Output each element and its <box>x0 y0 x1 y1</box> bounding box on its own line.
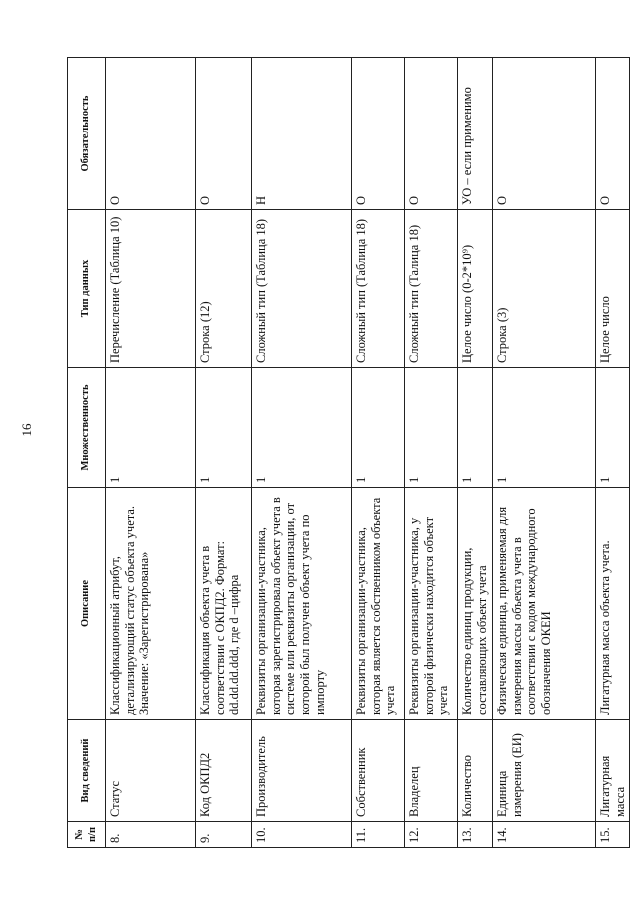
cell-data-type: Строка (3) <box>493 210 596 368</box>
cell-required: О <box>106 58 196 210</box>
cell-num: 11. <box>352 822 405 848</box>
cell-data-type: Перечисление (Таблица 10) <box>106 210 196 368</box>
cell-description: Реквизиты организации-участника, которая является собственником объекта учета <box>352 488 405 720</box>
cell-multiplicity: 1 <box>596 368 630 488</box>
cell-required: О <box>196 58 252 210</box>
header-kind: Вид сведений <box>68 720 106 822</box>
cell-num: 8. <box>106 822 196 848</box>
cell-kind: Код ОКПД2 <box>196 720 252 822</box>
table-row <box>252 58 352 848</box>
cell-num: 14. <box>493 822 596 848</box>
cell-multiplicity: 1 <box>252 368 352 488</box>
cell-data-type: Целое число (0-2*10⁹) <box>458 210 493 368</box>
cell-description: Физическая единица, применяемая для измерения массы объекта учета в соответствии с кодом международного обозначения ОКЕИ <box>493 488 596 720</box>
table-row <box>405 58 458 848</box>
cell-required: О <box>493 58 596 210</box>
cell-description: Количество единиц продукции, составляющих объект учета <box>458 488 493 720</box>
header-description: Описание <box>68 488 106 720</box>
header-data-type: Тип данных <box>68 210 106 368</box>
cell-description: Реквизиты организации-участника, у которой физически находится объект учета <box>405 488 458 720</box>
table-row <box>596 58 630 848</box>
rotated-table-container <box>67 58 627 848</box>
cell-data-type: Сложный тип (Талица 18) <box>405 210 458 368</box>
cell-kind: Производитель <box>252 720 352 822</box>
table-row <box>493 58 596 848</box>
cell-num: 10. <box>252 822 352 848</box>
page-number: 16 <box>19 423 34 437</box>
cell-description: Классификация объекта учета в соответствии с ОКПД2. Формат: dd.dd.dd.ddd, где d –цифра <box>196 488 252 720</box>
header-num: № п/п <box>68 822 106 848</box>
cell-kind: Количество <box>458 720 493 822</box>
table-row <box>458 58 493 848</box>
table-header-row <box>68 58 106 848</box>
cell-kind: Лигатурная масса <box>596 720 630 822</box>
cell-num: 15. <box>596 822 630 848</box>
cell-description: Лигатурная масса объекта учета. <box>596 488 630 720</box>
cell-kind: Единица измерения (ЕИ) <box>493 720 596 822</box>
attributes-table <box>67 57 630 848</box>
table-row <box>352 58 405 848</box>
cell-num: 13. <box>458 822 493 848</box>
table-row <box>196 58 252 848</box>
cell-multiplicity: 1 <box>352 368 405 488</box>
cell-required: О <box>405 58 458 210</box>
cell-multiplicity: 1 <box>405 368 458 488</box>
header-multiplicity: Множественность <box>68 368 106 488</box>
cell-multiplicity: 1 <box>196 368 252 488</box>
cell-required: Н <box>252 58 352 210</box>
cell-kind: Владелец <box>405 720 458 822</box>
cell-num: 9. <box>196 822 252 848</box>
cell-multiplicity: 1 <box>493 368 596 488</box>
cell-data-type: Целое число <box>596 210 630 368</box>
cell-multiplicity: 1 <box>458 368 493 488</box>
cell-kind: Статус <box>106 720 196 822</box>
table-row <box>106 58 196 848</box>
cell-description: Классификационный атрибут, детализирующий статус объекта учета. Значение: «Зарегистрирована» <box>106 488 196 720</box>
cell-required: УО – если применимо <box>458 58 493 210</box>
cell-required: О <box>352 58 405 210</box>
cell-data-type: Сложный тип (Таблица 18) <box>352 210 405 368</box>
cell-kind: Собственник <box>352 720 405 822</box>
cell-multiplicity: 1 <box>106 368 196 488</box>
header-required: Обязательность <box>68 58 106 210</box>
cell-data-type: Строка (12) <box>196 210 252 368</box>
cell-num: 12. <box>405 822 458 848</box>
cell-data-type: Сложный тип (Таблица 18) <box>252 210 352 368</box>
cell-description: Реквизиты организации-участника, которая зарегистрировала объект учета в системе или реквизиты организации, от которой был получен объект учета по импорту <box>252 488 352 720</box>
cell-required: О <box>596 58 630 210</box>
